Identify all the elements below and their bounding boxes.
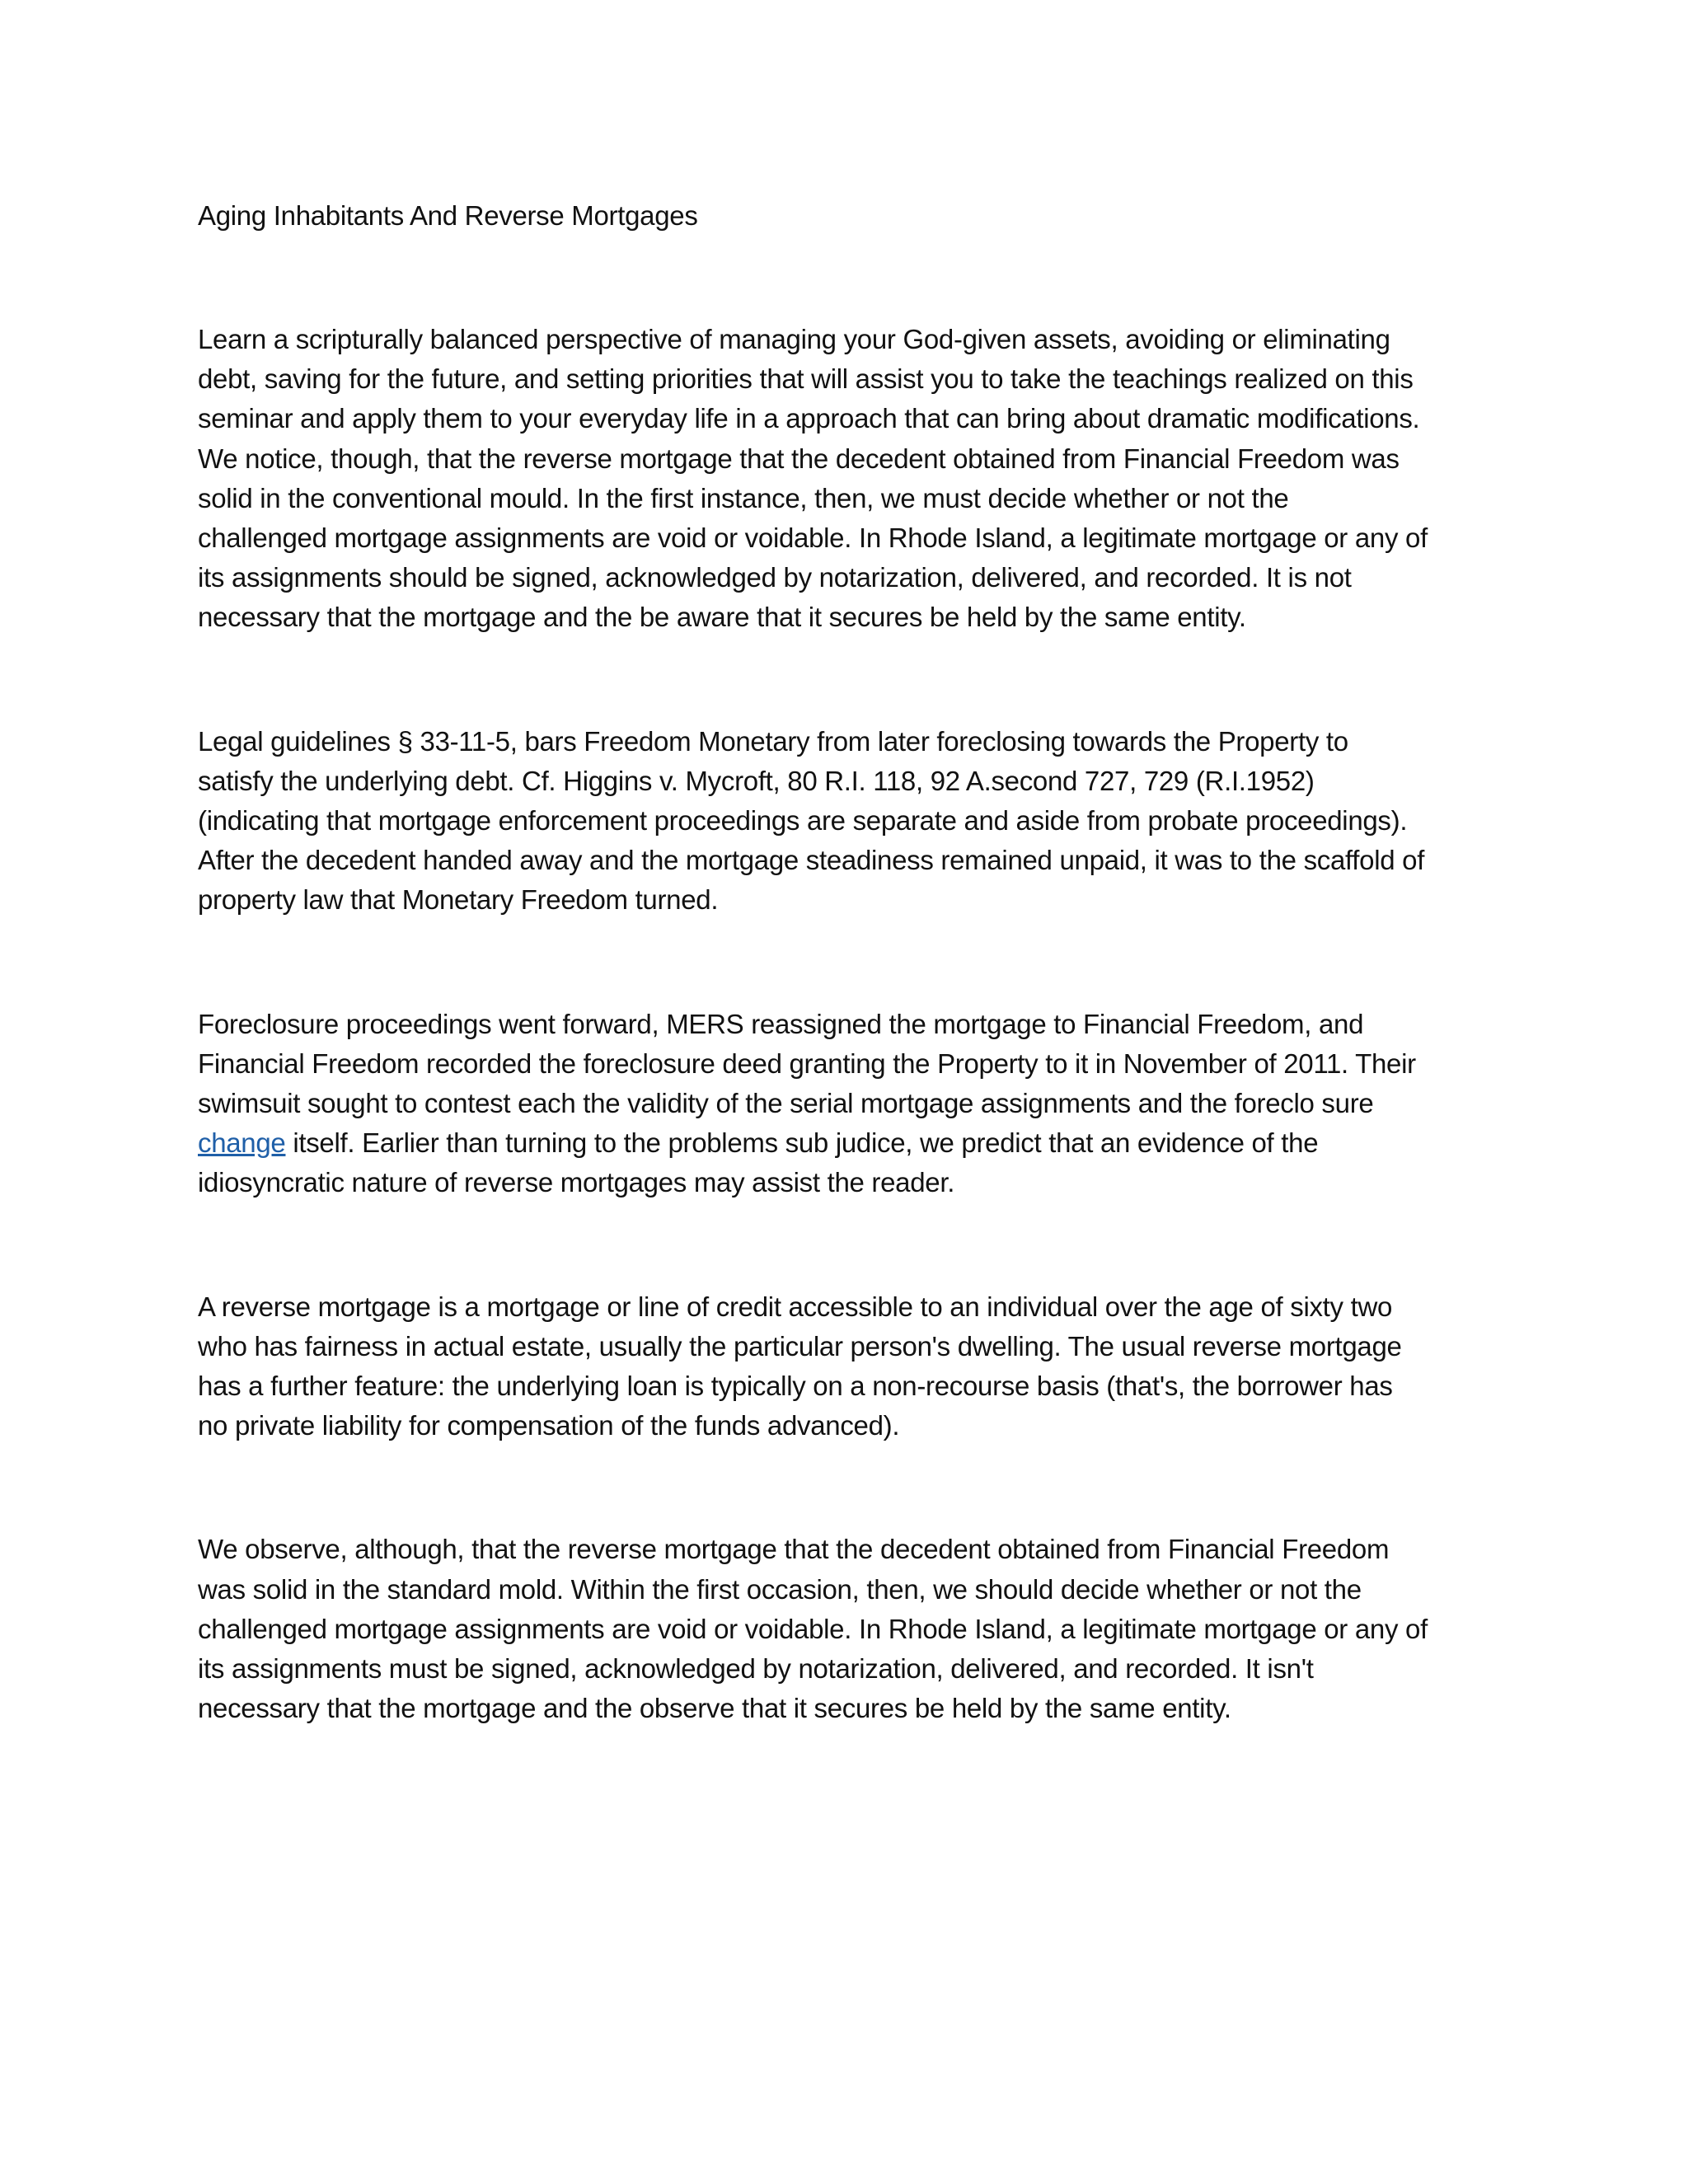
- document-body: [198, 196, 1484, 1812]
- paragraph-line: its assignments should be signed, acknowledged by notarization, delivered, and recorded. It is not: [198, 562, 1352, 593]
- paragraph-line: satisfy the underlying debt. Cf. Higgins v. Mycroft, 80 R.I. 118, 92 A.second 727, 729 (R.I.1952): [198, 765, 1315, 796]
- paragraph-line: seminar and apply them to your everyday life in a approach that can bring about dramatic modifications.: [198, 403, 1420, 434]
- paragraph-line: We observe, although, that the reverse mortgage that the decedent obtained from Financial Freedom: [198, 1534, 1390, 1565]
- paragraph-line: After the decedent handed away and the mortgage steadiness remained unpaid, it was to the scaffold of: [198, 845, 1425, 876]
- paragraph-line: necessary that the mortgage and the observe that it secures be held by the same entity.: [198, 1693, 1231, 1724]
- paragraph-line: who has fairness in actual estate, usually the particular person's dwelling. The usual reverse mortgage: [198, 1330, 1402, 1361]
- paragraph-line: Learn a scripturally balanced perspective of managing your God-given assets, avoiding or eliminating: [198, 324, 1390, 354]
- paragraph-line: (indicating that mortgage enforcement proceedings are separate and aside from probate proceedings).: [198, 805, 1408, 837]
- paragraph-line: challenged mortgage assignments are void or voidable. In Rhode Island, a legitimate mortgage or any of: [198, 523, 1428, 554]
- paragraph-line: idiosyncratic nature of reverse mortgages may assist the reader.: [198, 1167, 955, 1198]
- paragraph-1: [198, 320, 1484, 638]
- paragraph-line: A reverse mortgage is a mortgage or line of credit accessible to an individual over the age of sixty two: [198, 1291, 1393, 1322]
- paragraph-line: has a further feature: the underlying loan is typically on a non-recourse basis (that's, the borrower has: [198, 1371, 1393, 1402]
- paragraph-line: property law that Monetary Freedom turned.: [198, 884, 719, 916]
- paragraph-line: Financial Freedom recorded the foreclosure deed granting the Property to it in November of 2011. Their: [198, 1047, 1416, 1079]
- change-link[interactable]: change: [198, 1127, 286, 1159]
- paragraph-line: solid in the conventional mould. In the first instance, then, we must decide whether or not the: [198, 482, 1289, 513]
- paragraph-4: [198, 1287, 1484, 1446]
- paragraph-line-text: itself. Earlier than turning to the problems sub judice, we predict that an evidence of the: [285, 1127, 1319, 1159]
- paragraph-line: We notice, though, that the reverse mortgage that the decedent obtained from Financial Freedom was: [198, 443, 1400, 474]
- paragraph-line: was solid in the standard mold. Within the first occasion, then, we should decide whether or not the: [198, 1573, 1362, 1605]
- paragraph-line: its assignments must be signed, acknowledged by notarization, delivered, and recorded. It isn't: [198, 1653, 1314, 1685]
- paragraph-line: swimsuit sought to contest each the validity of the serial mortgage assignments and the foreclo sure: [198, 1088, 1374, 1119]
- paragraph-line-with-link: [198, 1123, 1484, 1163]
- paragraph-line: necessary that the mortgage and the be aware that it secures be held by the same entity.: [198, 602, 1246, 633]
- paragraph-5: [198, 1530, 1484, 1728]
- paragraph-2: [198, 722, 1484, 921]
- paragraph-line: no private liability for compensation of the funds advanced).: [198, 1410, 900, 1441]
- paragraph-line: debt, saving for the future, and setting priorities that will assist you to take the teachings realized on this: [198, 363, 1414, 395]
- paragraph-line: challenged mortgage assignments are void or voidable. In Rhode Island, a legitimate mortgage or any of: [198, 1613, 1428, 1644]
- document-title: Aging Inhabitants And Reverse Mortgages: [198, 200, 698, 231]
- paragraph-line: Foreclosure proceedings went forward, MERS reassigned the mortgage to Financial Freedom, and: [198, 1008, 1364, 1039]
- paragraph-line: Legal guidelines § 33-11-5, bars Freedom Monetary from later foreclosing towards the Property to: [198, 725, 1348, 757]
- paragraph-3: [198, 1005, 1484, 1203]
